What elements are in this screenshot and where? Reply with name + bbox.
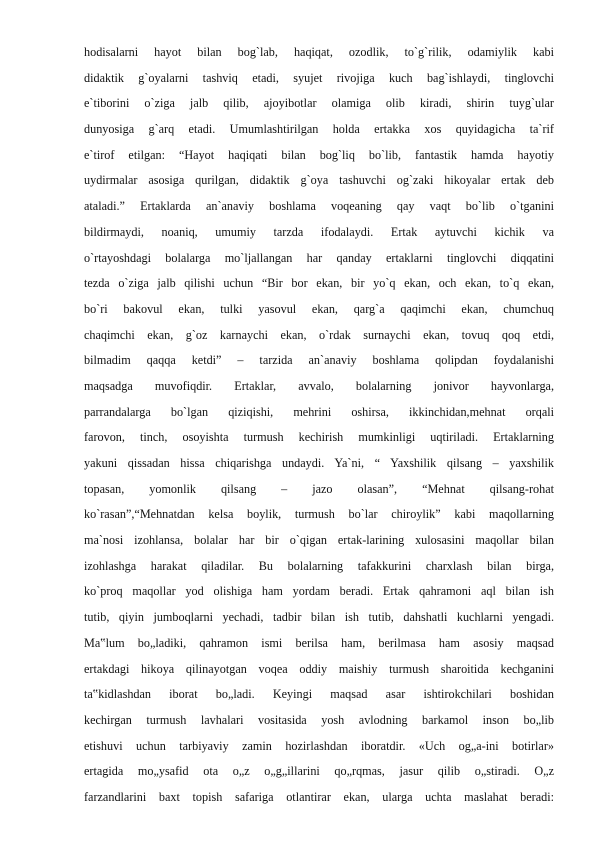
text-line: izohlashga harakat qiladilar. Bu bolalarning tafakkurini charxlash bilan birga, — [84, 558, 554, 573]
text-line: bilmadim qaqqa ketdi” – tarzida an`anaviy boshlama qolipdan foydalanishi — [84, 353, 554, 368]
text-line: tezda o`ziga jalb qilishi uchun “Bir bor ekan, bir yo`q ekan, och ekan, to`q ekan, — [84, 276, 554, 291]
text-line: ma`nosi izohlansa, bolalar har bir o`qigan ertak-larining xulosasini maqollar bilan — [84, 533, 554, 548]
text-line: ko`proq maqollar yod olishiga ham yordam beradi. Ertak qahramoni aql bilan ish — [84, 584, 554, 599]
text-line: bo`ri bakovul ekan, tulki yasovul ekan, qarg`a qaqimchi ekan, chumchuq — [84, 301, 554, 316]
text-line: farzandlarini baxt topish safariga otlantirar ekan, ularga uchta maslahat beradi: — [84, 789, 554, 804]
text-line: maqsadga muvofiqdir. Ertaklar, avvalo, bolalarning jonivor hayvonlarga, — [84, 378, 554, 393]
text-line: bildirmaydi, noaniq, umumiy tarzda ifodalaydi. Ertak aytuvchi kichik va — [84, 224, 554, 239]
text-line: farovon, tinch, osoyishta turmush kechirish mumkinligi uqtiriladi. Ertaklarning — [84, 430, 554, 445]
text-line: o`rtayoshdagi bolalarga mo`ljallangan har qanday ertaklarni tinglovchi diqqatini — [84, 250, 554, 265]
text-line: uydirmalar asosiga qurilgan, didaktik g`oya tashuvchi og`zaki hikoyalar ertak deb — [84, 173, 554, 188]
text-line: hodisalarni hayot bilan bog`lab, haqiqat, ozodlik, to`g`rilik, odamiylik kabi — [84, 45, 554, 59]
text-line: topasan, yomonlik qilsang – jazo olasan”, “Mehnat qilsang-rohat — [84, 481, 554, 496]
text-line: tutib, qiyin jumboqlarni yechadi, tadbir bilan ish tutib, dahshatli kuchlarni yengadi. — [84, 610, 554, 625]
text-line: yakuni qissadan hissa chiqarishga undaydi. Ya`ni, “ Yaxshilik qilsang – yaxshilik — [84, 456, 554, 470]
text-line: e`tiborini o`ziga jalb qilib, ajoyibotlar olamiga olib kiradi, shirin tuyg`ular — [84, 96, 554, 111]
text-line: parrandalarga bo`lgan qiziqishi, mehrini oshirsa, ikkinchidan,mehnat orqali — [84, 404, 554, 419]
text-line: ko`rasan”,“Mehnatdan kelsa boylik, turmush bo`lar chiroylik” kabi maqollarning — [84, 507, 554, 522]
text-line: Ma‟lum bo„ladiki, qahramon ismi berilsa ham, berilmasa ham asosiy maqsad — [84, 635, 554, 650]
text-line: ta‟kidlashdan iborat bo„ladi. Keyingi maqsad asar ishtirokchilari boshidan — [84, 687, 554, 702]
text-line: etishuvi uchun tarbiyaviy zamin hozirlashdan iboratdir. «Uch og„a-ini botirlar» — [84, 738, 554, 753]
text-line: dunyosiga g`arq etadi. Umumlashtirilgan holda ertakka xos quyidagicha ta`rif — [84, 122, 554, 137]
text-line: ertakdagi hikoya qilinayotgan voqea oddiy maishiy turmush sharoitida kechganini — [84, 661, 554, 676]
text-line: kechirgan turmush lavhalari vositasida yosh avlodning barkamol inson bo„lib — [84, 712, 554, 727]
text-line: e`tirof etilgan: “Hayot haqiqati bilan bog`liq bo`lib, fantastik hamda hayotiy — [84, 147, 554, 162]
text-line: ertagida mo„ysafid ota o„z o„g„illarini qo„rqmas, jasur qilib o„stiradi. O„z — [84, 764, 554, 779]
text-line: didaktik g`oyalarni tashviq etadi, syujet rivojiga kuch bag`ishlaydi, tinglovchi — [84, 70, 554, 85]
text-line: ataladi.” Ertaklarda an`anaviy boshlama voqeaning qay vaqt bo`lib o`tganini — [84, 199, 554, 214]
text-line: chaqimchi ekan, g`oz karnaychi ekan, o`rdak surnaychi ekan, tovuq qoq etdi, — [84, 327, 554, 342]
